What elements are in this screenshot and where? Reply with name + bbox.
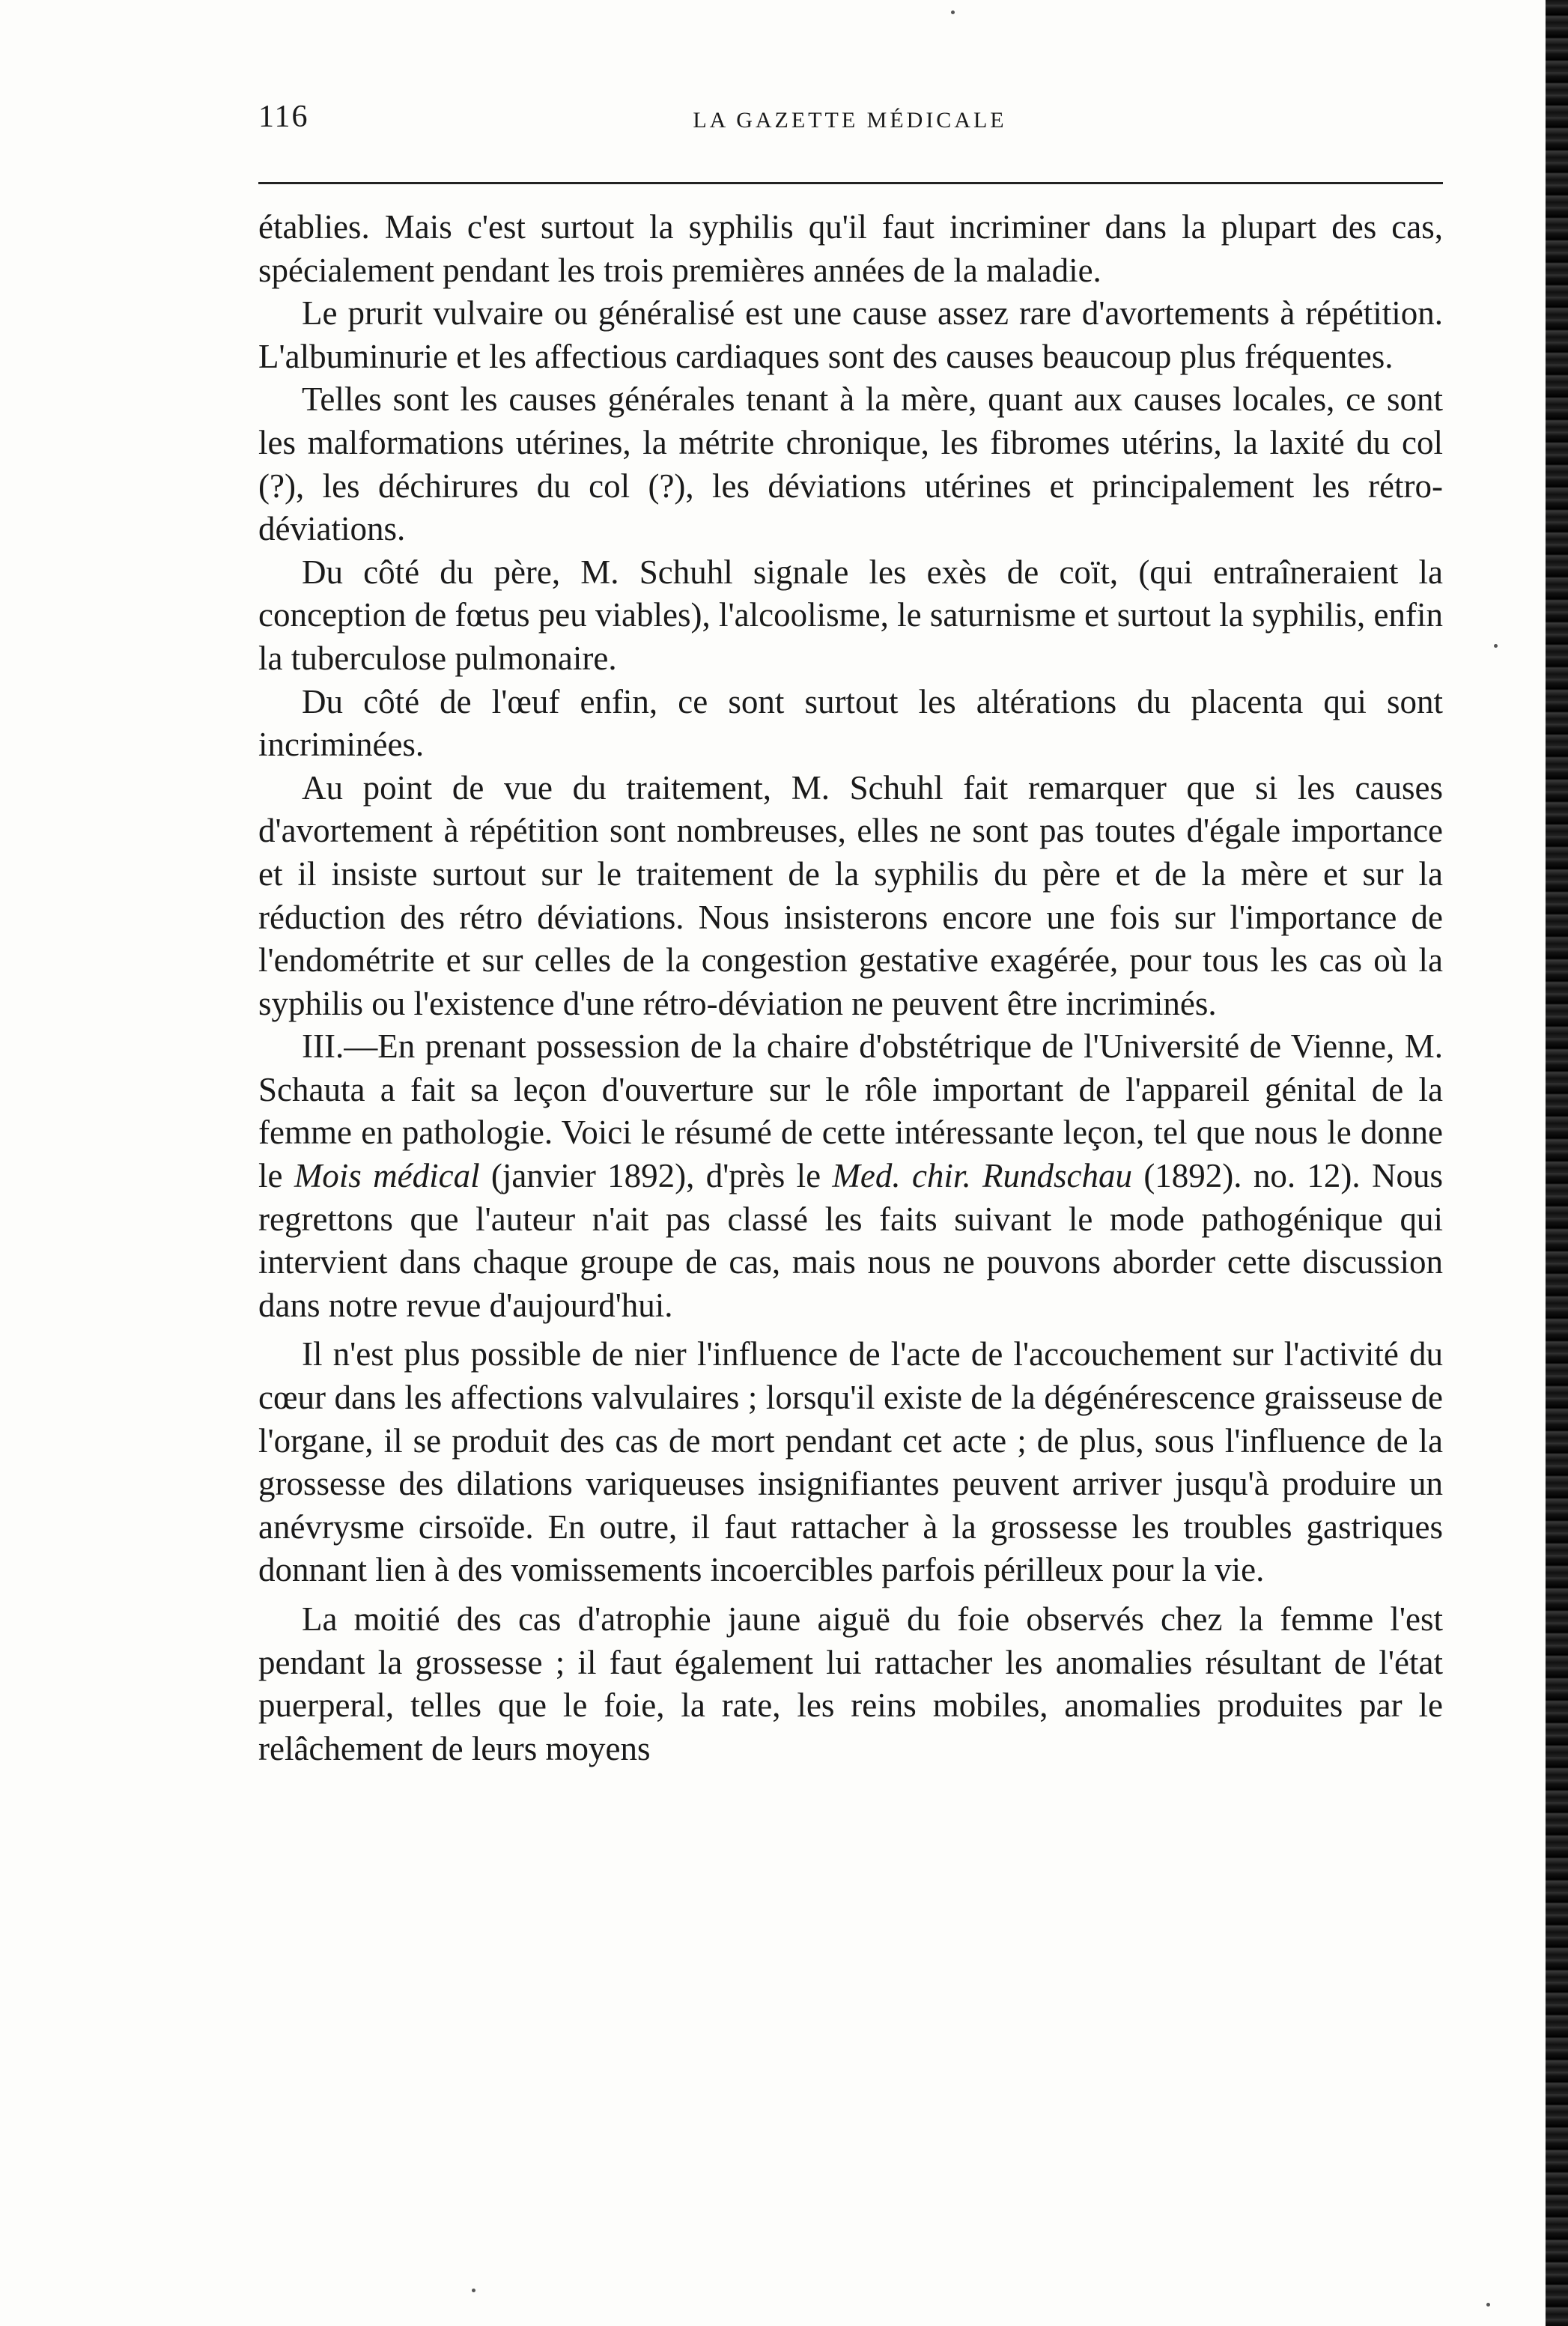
paragraph-text: (1892). no. 12). Nous regrettons que l'auteur n'ait pas classé les faits suivant le mode pathogénique qui intervient dans chaque groupe de cas, mais nous ne pouvons aborder cette discussion dans notre revue d'aujourd'hui.	[258, 1157, 1444, 1324]
paragraph: Du côté du père, M. Schuhl signale les exès de coït, (qui entraîneraient la conception de fœtus peu viables), l'alcoolisme, le saturnisme et surtout la syphilis, enfin la tuberculose pulmonaire.	[258, 553, 1443, 677]
paragraph: Il n'est plus possible de nier l'influence de l'acte de l'accouchement sur l'activité du cœur dans les affections valvulaires ; lorsqu'il existe de la dégénérescence graisseuse de l'organe, il se produit des cas de mort pendant cet acte ; de plus, sous l'influence de la grossesse des dilations variqueuses insignifiantes peuvent arriver jusqu'à produire un anévrysme cirsoïde. En outre, il faut rattacher à la grossesse les troubles gastriques donnant lien à des vomissements incoercibles parfois périlleux pour la vie.	[258, 1335, 1443, 1589]
running-title: LA GAZETTE MÉDICALE	[693, 108, 1007, 133]
paragraph: La moitié des cas d'atrophie jaune aiguë du foie observés chez la femme l'est pendant la grossesse ; il faut également lui rattacher les anomalies résultant de l'état puerperal, telles que le foie, la rate, les reins mobiles, anomalies produites par le relâchement de leurs moyens	[258, 1600, 1443, 1767]
paragraph: Telles sont les causes générales tenant à la mère, quant aux causes locales, ce sont les malformations utérines, la métrite chronique, les fibromes utérins, la laxité du col (?), les déchirures du col (?), les déviations utérines et principalement les rétro-déviations.	[258, 380, 1443, 548]
header-rule	[258, 182, 1443, 184]
scan-speck	[1486, 2303, 1490, 2307]
page-number: 116	[258, 100, 309, 134]
paragraph: Au point de vue du traitement, M. Schuhl fait remarquer que si les causes d'avortement à répétition sont nombreuses, elles ne sont pas toutes d'égale importance et il insiste surtout sur le traitement de la syphilis du père et de la mère et sur la réduction des rétro déviations. Nous insisterons encore une fois sur l'importance de l'endométrite et sur celles de la congestion gestative exagérée, pour tous les cas où la syphilis ou l'existence d'une rétro-déviation ne peuvent être incriminés.	[258, 768, 1443, 1022]
journal-title: Med. chir. Rundschau	[832, 1157, 1132, 1195]
scan-speck	[1494, 644, 1498, 648]
paragraph-text: III.—En prenant possession de la chaire d'obstétrique de l'Université de Vienne, M. Schauta a fait sa leçon d'ouverture sur le rôle important de l'appareil génital de la femme en pathologie. Voici le résumé de cette intéressante leçon, tel que nous le donne le	[258, 1027, 1443, 1195]
article-body	[258, 206, 1443, 1770]
binding-edge	[1546, 0, 1568, 2326]
scan-speck	[472, 2289, 475, 2292]
journal-title: Mois médical	[294, 1157, 480, 1195]
scan-speck	[951, 10, 955, 14]
paragraph-schauta	[258, 1025, 1443, 1327]
page-header	[258, 99, 1441, 144]
paragraph: Du côté de l'œuf enfin, ce sont surtout les altérations du placenta qui sont incriminées.	[258, 682, 1443, 764]
paragraph: Le prurit vulvaire ou généralisé est une cause assez rare d'avortements à répétition. L'albuminurie et les affectious cardiaques sont des causes beaucoup plus fréquentes.	[258, 294, 1443, 375]
paragraph-continuation: établies. Mais c'est surtout la syphilis qu'il faut incriminer dans la plupart des cas, spécialement pendant les trois premières années de la maladie.	[258, 208, 1443, 289]
paragraph-text: (janvier 1892), d'près le	[479, 1157, 833, 1195]
